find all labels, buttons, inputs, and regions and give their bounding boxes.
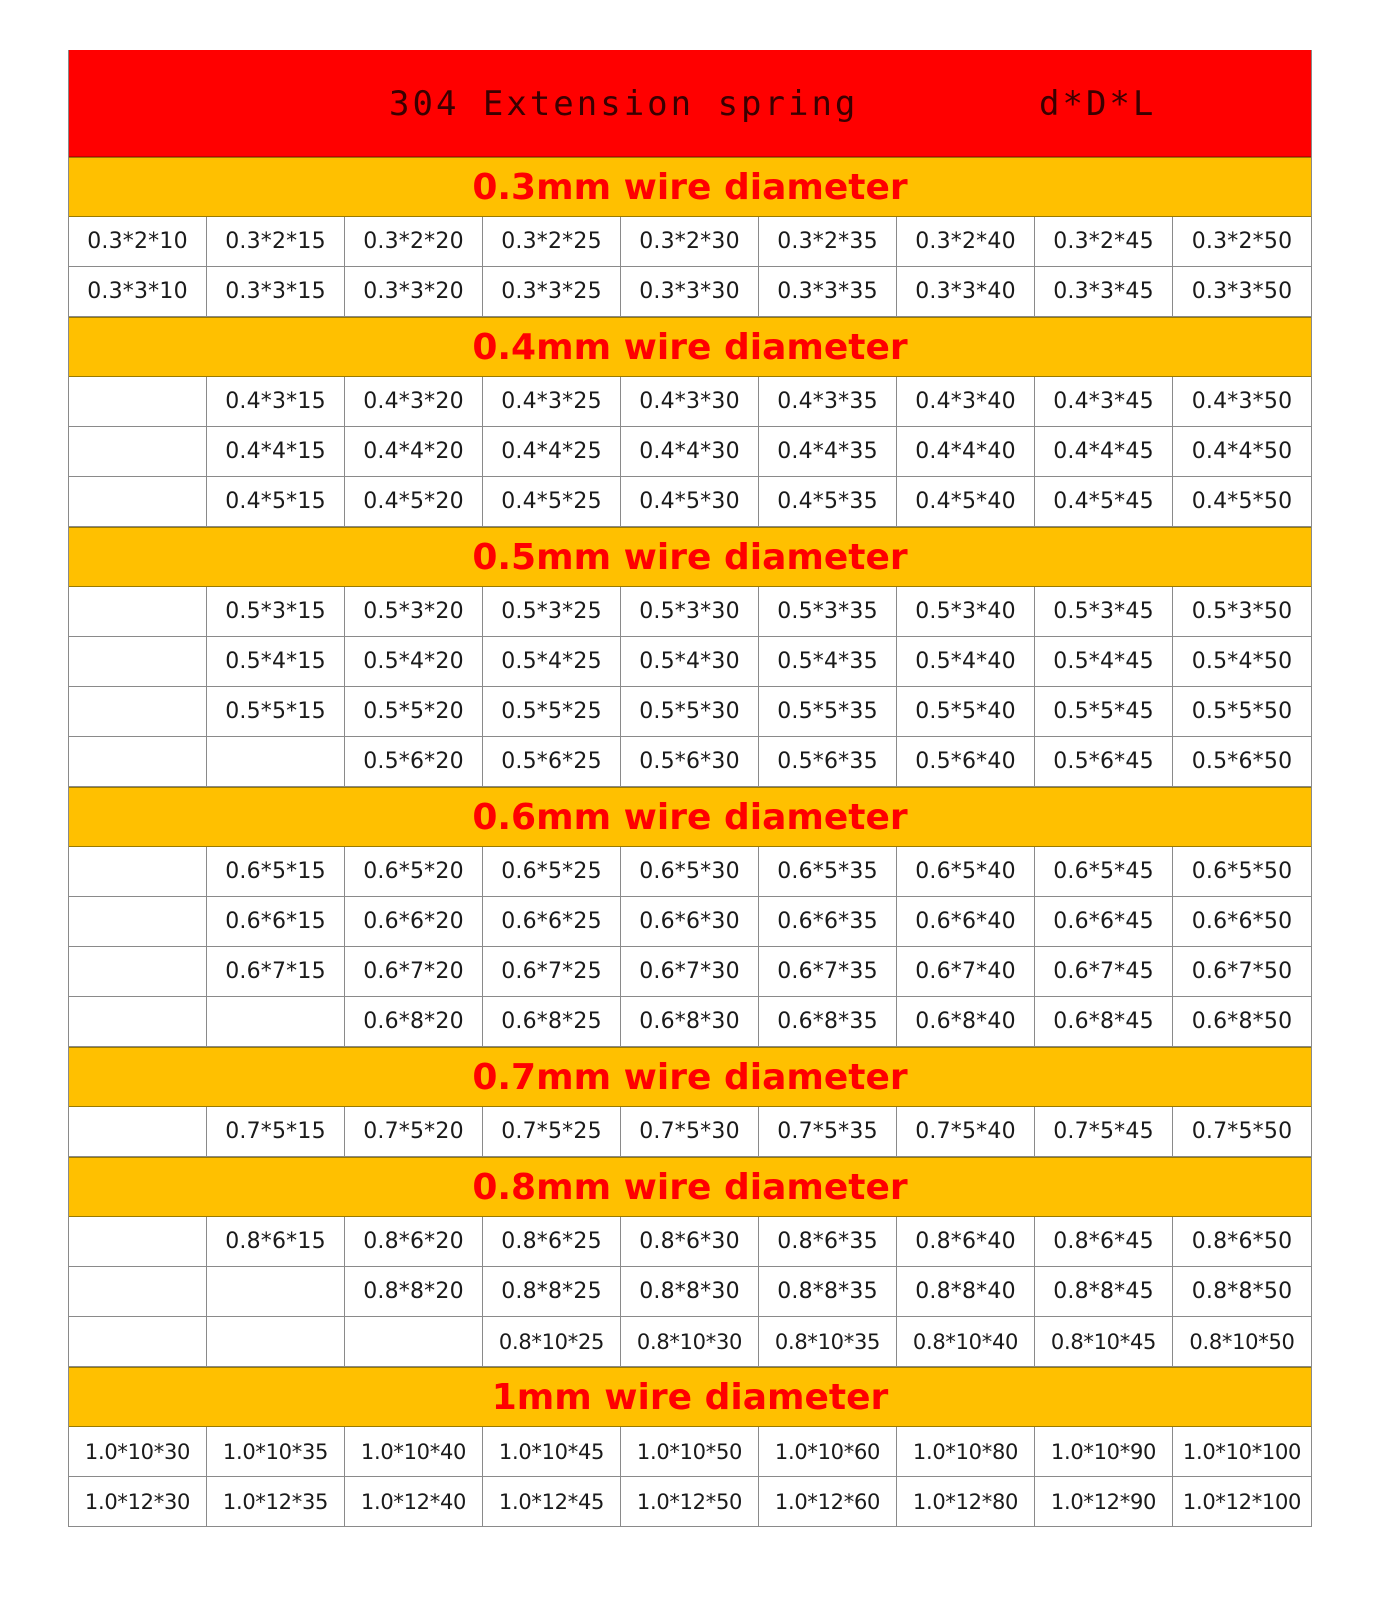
table-row (69, 377, 1311, 427)
sections-container (69, 157, 1311, 1527)
size-cell: 0.4*4*30 (621, 427, 759, 476)
spring-size-table (68, 50, 1312, 1527)
section-header: 0.5mm wire diameter (69, 527, 1311, 587)
table-row (69, 897, 1311, 947)
empty-cell (69, 947, 207, 996)
size-cell: 0.4*3*45 (1035, 377, 1173, 426)
empty-cell (69, 1267, 207, 1316)
size-cell: 0.4*4*40 (897, 427, 1035, 476)
size-cell: 0.3*3*50 (1191, 279, 1293, 304)
size-cell: 0.6*6*45 (1035, 897, 1173, 946)
size-cell: 0.5*3*35 (759, 587, 897, 636)
size-cell: 1.0*12*90 (1035, 1477, 1173, 1526)
size-cell: 0.3*3*15 (207, 267, 345, 316)
size-cell: 0.7*5*15 (207, 1107, 345, 1156)
size-cell: 0.8*10*35 (759, 1317, 897, 1366)
size-cell: 0.5*3*40 (897, 587, 1035, 636)
size-cell: 0.3*2*45 (1035, 217, 1173, 266)
size-cell: 0.5*3*25 (483, 587, 621, 636)
size-cell: 0.6*5*45 (1035, 847, 1173, 896)
size-cell: 1.0*10*40 (345, 1427, 483, 1476)
size-cell: 0.6*8*25 (483, 997, 621, 1046)
empty-cell (207, 1267, 345, 1316)
size-cell: 0.6*5*25 (483, 847, 621, 896)
size-cell: 0.5*4*25 (483, 637, 621, 686)
size-cell: 0.5*4*20 (345, 637, 483, 686)
size-cell: 0.8*8*35 (759, 1267, 897, 1316)
size-cell: 0.6*8*30 (621, 997, 759, 1046)
size-cell: 0.8*6*25 (483, 1217, 621, 1266)
size-cell: 1.0*10*80 (897, 1427, 1035, 1476)
table-row (69, 997, 1311, 1047)
size-cell: 0.6*6*50 (1191, 909, 1293, 934)
table-row (69, 427, 1311, 477)
size-cell: 0.3*3*10 (69, 267, 207, 316)
size-cell: 0.4*4*45 (1035, 427, 1173, 476)
size-cell: 0.5*3*50 (1191, 599, 1293, 624)
size-cell: 0.7*5*35 (759, 1107, 897, 1156)
size-cell: 1.0*12*80 (897, 1477, 1035, 1526)
size-cell: 0.8*8*50 (1191, 1279, 1293, 1304)
size-cell: 0.3*3*20 (345, 267, 483, 316)
section-header: 0.4mm wire diameter (69, 317, 1311, 377)
empty-cell (69, 1107, 207, 1156)
empty-cell (69, 377, 207, 426)
size-cell: 0.5*5*20 (345, 687, 483, 736)
size-cell: 0.6*7*50 (1191, 959, 1293, 984)
size-cell: 0.7*5*50 (1191, 1119, 1293, 1144)
size-cell: 0.3*2*20 (345, 217, 483, 266)
size-cell: 1.0*10*50 (621, 1427, 759, 1476)
size-cell: 0.3*3*30 (621, 267, 759, 316)
size-cell: 0.5*5*45 (1035, 687, 1173, 736)
section-header: 1mm wire diameter (69, 1367, 1311, 1427)
size-cell: 0.6*6*25 (483, 897, 621, 946)
section-header: 0.8mm wire diameter (69, 1157, 1311, 1217)
size-cell: 0.6*8*40 (897, 997, 1035, 1046)
size-cell: 0.3*3*35 (759, 267, 897, 316)
size-cell: 1.0*12*35 (207, 1477, 345, 1526)
size-cell: 1.0*12*60 (759, 1477, 897, 1526)
size-cell: 0.5*3*30 (621, 587, 759, 636)
empty-cell (69, 897, 207, 946)
size-cell: 0.4*3*40 (897, 377, 1035, 426)
size-cell: 0.6*6*30 (621, 897, 759, 946)
size-cell: 0.5*5*35 (759, 687, 897, 736)
table-row (69, 1477, 1311, 1527)
size-cell: 0.6*7*35 (759, 947, 897, 996)
dimension-formula: d*D*L (1039, 84, 1157, 124)
size-cell: 0.6*7*20 (345, 947, 483, 996)
table-row (69, 1427, 1311, 1477)
size-cell: 0.4*3*35 (759, 377, 897, 426)
size-cell: 0.8*8*45 (1035, 1267, 1173, 1316)
size-cell: 1.0*12*100 (1182, 1489, 1302, 1514)
size-cell: 0.4*5*35 (759, 477, 897, 526)
size-cell: 0.6*5*35 (759, 847, 897, 896)
size-cell: 0.6*5*30 (621, 847, 759, 896)
size-cell: 0.8*10*25 (483, 1317, 621, 1366)
size-cell: 1.0*12*50 (621, 1477, 759, 1526)
title-bar (69, 50, 1311, 157)
size-cell: 0.4*3*30 (621, 377, 759, 426)
empty-cell (69, 637, 207, 686)
size-cell: 0.3*2*15 (207, 217, 345, 266)
empty-cell (69, 687, 207, 736)
table-row (69, 267, 1311, 317)
size-cell: 0.7*5*25 (483, 1107, 621, 1156)
size-cell: 0.6*5*40 (897, 847, 1035, 896)
size-cell: 0.6*7*25 (483, 947, 621, 996)
size-cell: 0.4*4*25 (483, 427, 621, 476)
size-cell: 0.4*4*20 (345, 427, 483, 476)
size-cell: 0.7*5*20 (345, 1107, 483, 1156)
table-row (69, 1267, 1311, 1317)
size-cell: 0.8*6*20 (345, 1217, 483, 1266)
table-row (69, 737, 1311, 787)
size-cell: 0.5*6*30 (621, 737, 759, 786)
size-cell: 0.5*6*35 (759, 737, 897, 786)
size-cell: 0.7*5*30 (621, 1107, 759, 1156)
size-cell: 1.0*12*40 (345, 1477, 483, 1526)
size-cell: 0.3*3*45 (1035, 267, 1173, 316)
size-cell: 0.5*4*40 (897, 637, 1035, 686)
size-cell: 0.5*4*15 (207, 637, 345, 686)
size-cell: 1.0*10*100 (1182, 1439, 1302, 1464)
size-cell: 0.6*7*40 (897, 947, 1035, 996)
size-cell: 0.6*5*15 (207, 847, 345, 896)
size-cell: 0.4*4*35 (759, 427, 897, 476)
size-cell: 0.6*7*30 (621, 947, 759, 996)
empty-cell (207, 1317, 345, 1366)
size-cell: 0.3*3*25 (483, 267, 621, 316)
size-cell: 0.4*3*15 (207, 377, 345, 426)
size-cell: 0.8*10*50 (1189, 1329, 1295, 1354)
size-cell: 0.3*2*10 (69, 217, 207, 266)
empty-cell (345, 1317, 483, 1366)
table-row (69, 1217, 1311, 1267)
size-cell: 1.0*10*35 (207, 1427, 345, 1476)
empty-cell (69, 1217, 207, 1266)
size-cell: 0.4*3*20 (345, 377, 483, 426)
size-cell: 0.6*6*20 (345, 897, 483, 946)
size-cell: 0.8*10*30 (621, 1317, 759, 1366)
size-cell: 0.3*2*25 (483, 217, 621, 266)
size-cell: 0.4*5*50 (1191, 489, 1293, 514)
size-cell: 0.5*4*30 (621, 637, 759, 686)
table-row (69, 217, 1311, 267)
section-header: 0.3mm wire diameter (69, 157, 1311, 217)
table-row (69, 1107, 1311, 1157)
size-cell: 0.8*8*30 (621, 1267, 759, 1316)
size-cell: 0.5*5*25 (483, 687, 621, 736)
size-cell: 0.3*2*40 (897, 217, 1035, 266)
size-cell: 0.6*5*50 (1191, 859, 1293, 884)
empty-cell (69, 737, 207, 786)
size-cell: 1.0*10*30 (69, 1427, 207, 1476)
table-title: 304 Extension spring (389, 84, 859, 124)
size-cell: 0.4*5*40 (897, 477, 1035, 526)
size-cell: 0.8*6*40 (897, 1217, 1035, 1266)
size-cell: 0.5*5*15 (207, 687, 345, 736)
size-cell: 0.8*8*25 (483, 1267, 621, 1316)
size-cell: 0.5*6*20 (345, 737, 483, 786)
size-cell: 0.8*8*20 (345, 1267, 483, 1316)
section-header: 0.7mm wire diameter (69, 1047, 1311, 1107)
size-cell: 0.6*7*15 (207, 947, 345, 996)
size-cell: 0.6*8*50 (1191, 1009, 1293, 1034)
size-cell: 0.6*6*40 (897, 897, 1035, 946)
size-cell: 0.8*10*45 (1035, 1317, 1173, 1366)
size-cell: 0.5*5*50 (1191, 699, 1293, 724)
size-cell: 0.4*3*50 (1191, 389, 1293, 414)
size-cell: 0.5*3*45 (1035, 587, 1173, 636)
empty-cell (69, 587, 207, 636)
table-row (69, 687, 1311, 737)
size-cell: 1.0*12*30 (69, 1477, 207, 1526)
size-cell: 0.4*5*25 (483, 477, 621, 526)
size-cell: 1.0*12*45 (483, 1477, 621, 1526)
size-cell: 0.3*3*40 (897, 267, 1035, 316)
table-row (69, 947, 1311, 997)
size-cell: 0.4*5*15 (207, 477, 345, 526)
table-row (69, 637, 1311, 687)
size-cell: 0.5*6*50 (1191, 749, 1293, 774)
size-cell: 0.8*8*40 (897, 1267, 1035, 1316)
size-cell: 0.6*5*20 (345, 847, 483, 896)
size-cell: 0.4*5*45 (1035, 477, 1173, 526)
size-cell: 0.5*4*35 (759, 637, 897, 686)
size-cell: 0.4*4*50 (1191, 439, 1293, 464)
empty-cell (69, 477, 207, 526)
table-row (69, 587, 1311, 637)
size-cell: 0.8*6*30 (621, 1217, 759, 1266)
size-cell: 1.0*10*90 (1035, 1427, 1173, 1476)
size-cell: 0.6*7*45 (1035, 947, 1173, 996)
size-cell: 1.0*10*45 (483, 1427, 621, 1476)
size-cell: 0.3*2*30 (621, 217, 759, 266)
empty-cell (69, 997, 207, 1046)
size-cell: 0.8*6*15 (207, 1217, 345, 1266)
size-cell: 0.5*6*45 (1035, 737, 1173, 786)
size-cell: 0.7*5*40 (897, 1107, 1035, 1156)
size-cell: 0.7*5*45 (1035, 1107, 1173, 1156)
empty-cell (69, 847, 207, 896)
size-cell: 0.5*5*30 (621, 687, 759, 736)
size-cell: 0.6*8*45 (1035, 997, 1173, 1046)
size-cell: 0.4*4*15 (207, 427, 345, 476)
size-cell: 0.4*5*30 (621, 477, 759, 526)
size-cell: 0.3*2*35 (759, 217, 897, 266)
size-cell: 0.4*3*25 (483, 377, 621, 426)
size-cell: 0.5*6*40 (897, 737, 1035, 786)
size-cell: 0.6*6*15 (207, 897, 345, 946)
empty-cell (207, 997, 345, 1046)
size-cell: 0.5*4*45 (1035, 637, 1173, 686)
size-cell: 0.6*8*35 (759, 997, 897, 1046)
size-cell: 0.8*6*35 (759, 1217, 897, 1266)
empty-cell (207, 737, 345, 786)
section-header: 0.6mm wire diameter (69, 787, 1311, 847)
table-row (69, 477, 1311, 527)
empty-cell (69, 427, 207, 476)
table-row (69, 1317, 1311, 1367)
size-cell: 0.3*2*50 (1191, 229, 1293, 254)
size-cell: 1.0*10*60 (759, 1427, 897, 1476)
size-cell: 0.5*5*40 (897, 687, 1035, 736)
size-cell: 0.5*3*20 (345, 587, 483, 636)
size-cell: 0.4*5*20 (345, 477, 483, 526)
size-cell: 0.6*6*35 (759, 897, 897, 946)
size-cell: 0.6*8*20 (345, 997, 483, 1046)
size-cell: 0.8*6*50 (1191, 1229, 1293, 1254)
size-cell: 0.5*6*25 (483, 737, 621, 786)
table-row (69, 847, 1311, 897)
size-cell: 0.8*10*40 (897, 1317, 1035, 1366)
size-cell: 0.5*4*50 (1191, 649, 1293, 674)
size-cell: 0.8*6*45 (1035, 1217, 1173, 1266)
size-cell: 0.5*3*15 (207, 587, 345, 636)
empty-cell (69, 1317, 207, 1366)
